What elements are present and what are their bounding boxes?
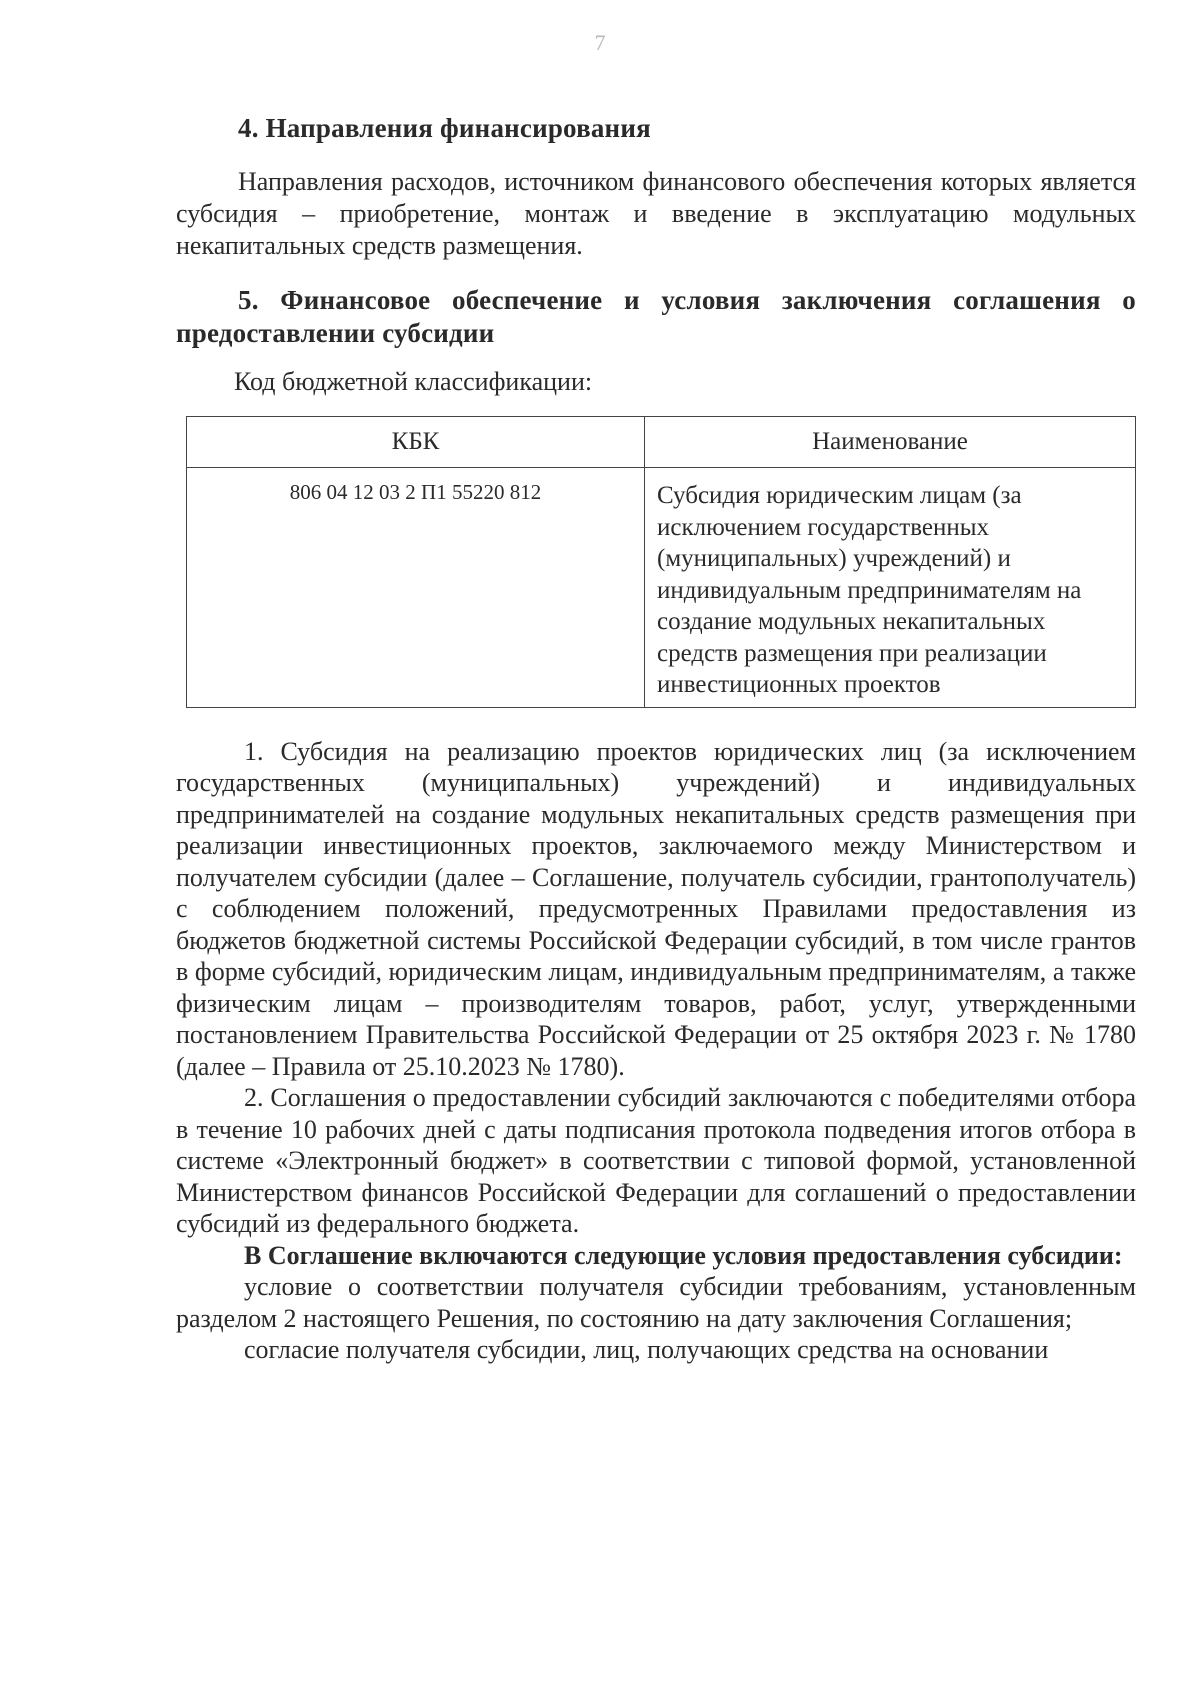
kbk-table <box>186 416 1136 708</box>
conditions-heading: В Соглашение включаются следующие условия предоставления субсидии: <box>244 1240 1123 1270</box>
condition-1-paragraph: условие о соответствии получателя субсидии требованиям, установленным разделом 2 настоящего Решения, по состоянию на дату заключения Соглашения; <box>176 1272 1136 1333</box>
page-number: 7 <box>594 30 606 55</box>
kbk-name-cell: Субсидия юридическим лицам (за исключением государственных (муниципальных) учреждений) и индивидуальным предпринимателям на создание модульных некапитальных средств размещения при реализации инвестиционных проектов <box>645 468 1136 708</box>
kbk-code-cell: 806 04 12 03 2 П1 55220 812 <box>187 468 645 708</box>
item-1-paragraph: 1. Субсидия на реализацию проектов юридических лиц (за исключением государственных (муниципальных) учреждений) и индивидуальных предпринимателей на создание модульных некапитальных средств размещения при реализации инвестиционных проектов, заключаемого между Министерством и получателем субсидии (далее – Соглашение, получатель субсидии, грантополучатель) с соблюдением положений, предусмотренных Правилами предоставления из бюджетов бюджетной системы Российской Федерации субсидий, в том числе грантов в форме субсидий, юридическим лицам, индивидуальным предпринимателям, а также физическим лицам – производителям товаров, работ, услуг, утвержденными постановлением Правительства Российской Федерации от 25 октября 2023 г. № 1780 (далее – Правила от 25.10.2023 № 1780). <box>176 736 1136 1081</box>
section-4-heading: 4. Направления финансирования <box>238 113 651 143</box>
column-header-kbk: КБК <box>187 417 645 468</box>
condition-2-paragraph: согласие получателя субсидии, лиц, получающих средства на основании <box>244 1335 1049 1364</box>
table-header-row <box>187 417 1136 468</box>
section-4-text: Направления расходов, источником финансового обеспечения которых является субсидия – приобретение, монтаж и введение в эксплуатацию модульных некапитальных средств размещения. <box>176 167 1136 260</box>
table-caption: Код бюджетной классификации: <box>234 367 593 396</box>
table-row <box>187 468 1136 708</box>
document-body <box>176 112 1136 1366</box>
column-header-name: Наименование <box>645 417 1136 468</box>
section-5-heading: 5. Финансовое обеспечение и условия заключения соглашения о предоставлении субсидии <box>176 285 1136 348</box>
item-2-paragraph: 2. Соглашения о предоставлении субсидий заключаются с победителями отбора в течение 10 рабочих дней с даты подписания протокола подведения итогов отбора в системе «Электронный бюджет» в соответствии с типовой формой, установленной Министерством финансов Российской Федерации для соглашений о предоставлении субсидий из федерального бюджета. <box>176 1083 1136 1238</box>
